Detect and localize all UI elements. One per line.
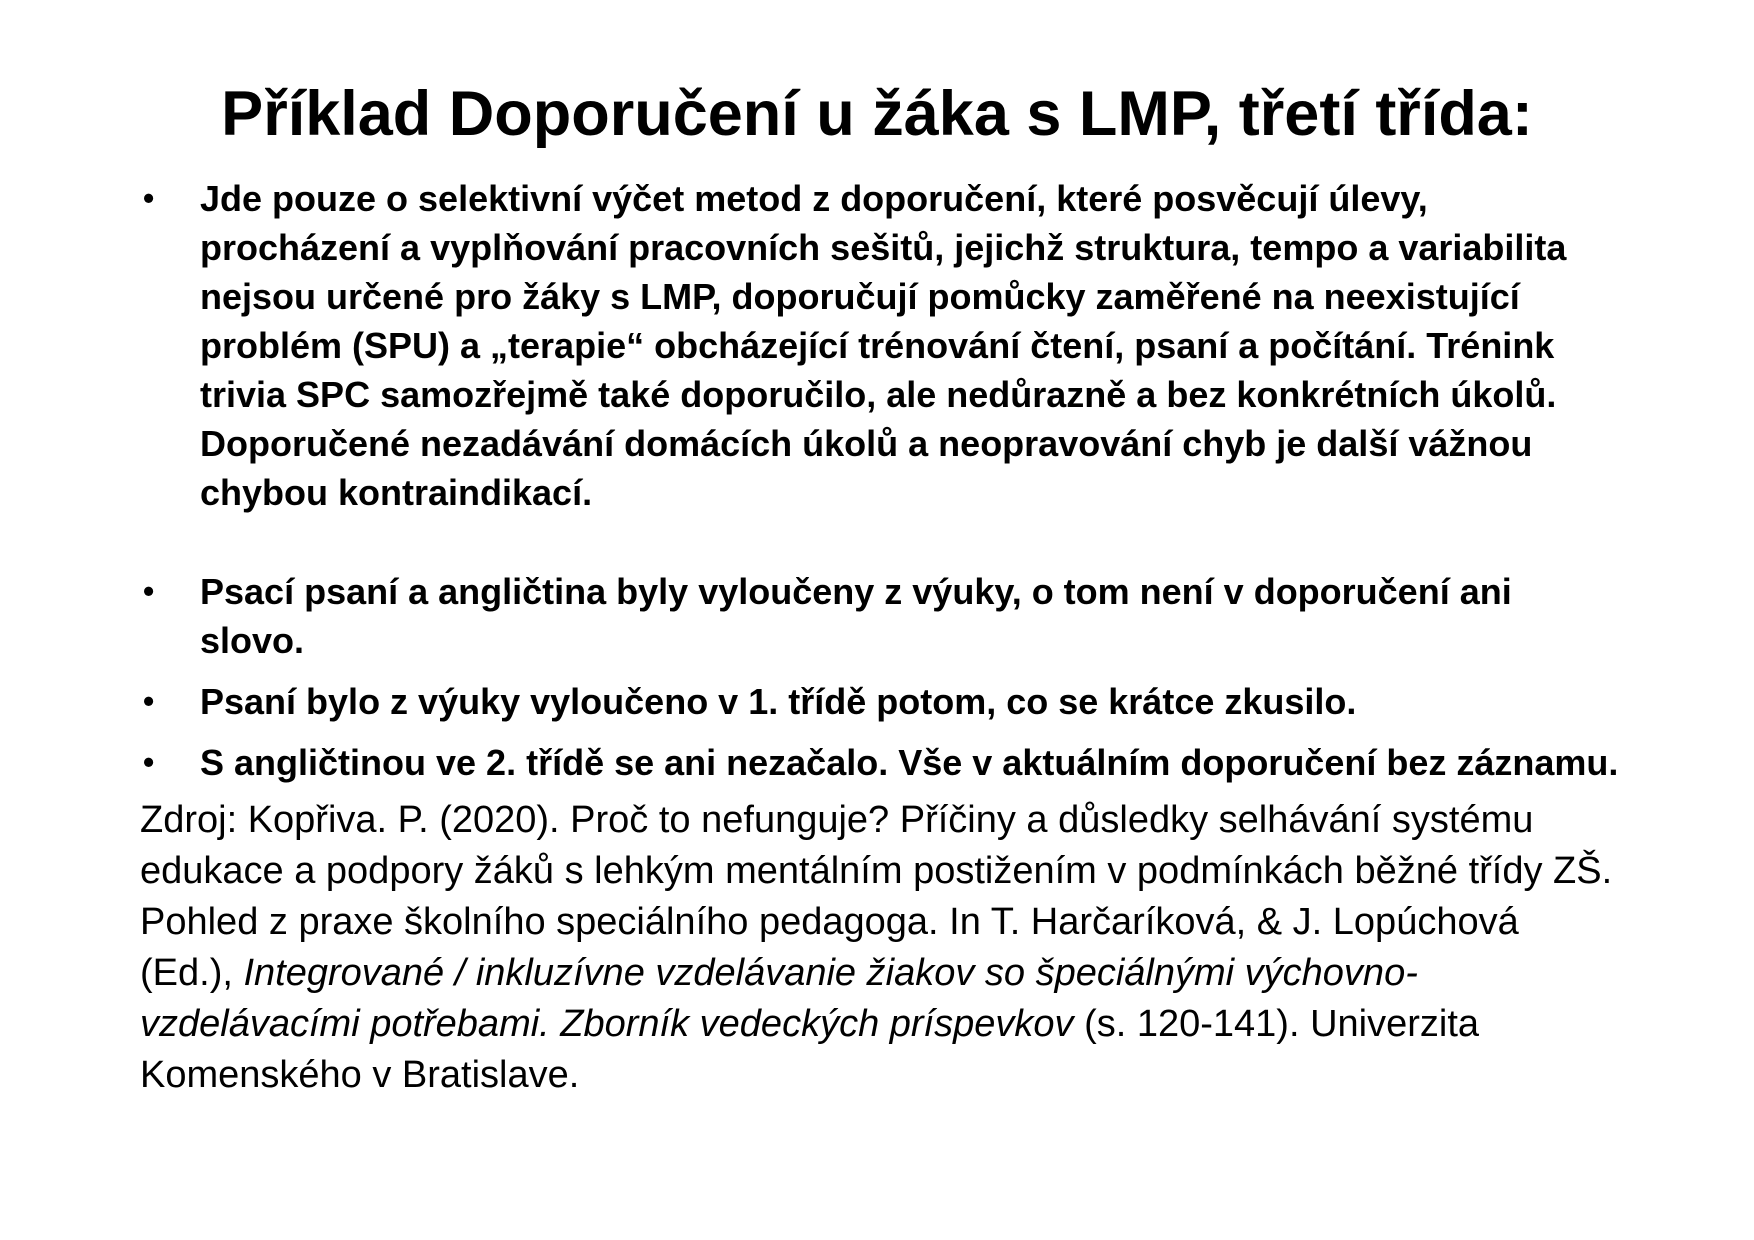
slide-title: Příklad Doporučení u žáka s LMP, třetí třída: bbox=[221, 79, 1533, 149]
source-text-part2: (s. 120-141). Univerzita Komenského v Bratislave. bbox=[140, 1003, 1480, 1096]
bullet-list bbox=[140, 174, 1620, 1101]
bullet-text: S angličtinou ve 2. třídě se ani nezačalo. Vše v aktuálním doporučení bez záznamu. bbox=[200, 742, 1619, 783]
bullet-text: Jde pouze o selektivní výčet metod z doporučení, které posvěcují úlevy, procházení a vyplňování pracovních sešitů, jejichž struktura, tempo a variabilita nejsou určené pro žáky s LMP, doporučují pomůcky zaměřené na neexistující problém (SPU) a „terapie“ obcházející trénování čtení, psaní a počítání. Trénink trivia SPC samozřejmě také doporučilo, ale nedůrazně a bez konkrétních úkolů. Doporučené nezadávání domácích úkolů a neopravování chyb je další vážnou chybou kontraindikací. bbox=[200, 178, 1567, 513]
bullet-text: Psací psaní a angličtina byly vyloučeny z výuky, o tom není v doporučení ani slovo. bbox=[200, 571, 1512, 661]
bullet-dot-icon: • bbox=[143, 683, 155, 719]
bullet-dot-icon: • bbox=[143, 180, 155, 216]
source-text-part1: Zdroj: Kopřiva. P. (2020). Proč to nefunguje? Příčiny a důsledky selhávání systému edukace a podpory žáků s lehkým mentálním postižením v podmínkách běžné třídy ZŠ. Pohled z praxe školního speciálního pedagoga. In T. Harčaríková, & J. Lopúchová (Ed.), bbox=[140, 799, 1613, 994]
source-citation-wrapper bbox=[140, 795, 1620, 1101]
bullet-item bbox=[140, 567, 1620, 665]
bullet-dot-icon: • bbox=[143, 573, 155, 609]
bullet-dot-icon: • bbox=[143, 744, 155, 780]
bullet-item bbox=[140, 174, 1620, 517]
bullet-item bbox=[140, 738, 1620, 787]
bullet-text: Psaní bylo z výuky vyloučeno v 1. třídě potom, co se krátce zkusilo. bbox=[200, 681, 1357, 722]
source-text-italic: Integrované / inkluzívne vzdelávanie žiakov so špeciálnými výchovno-vzdelávacími potřebami. Zborník vedeckých príspevkov bbox=[140, 952, 1418, 1045]
source-citation bbox=[140, 795, 1620, 1101]
bullet-item bbox=[140, 677, 1620, 726]
